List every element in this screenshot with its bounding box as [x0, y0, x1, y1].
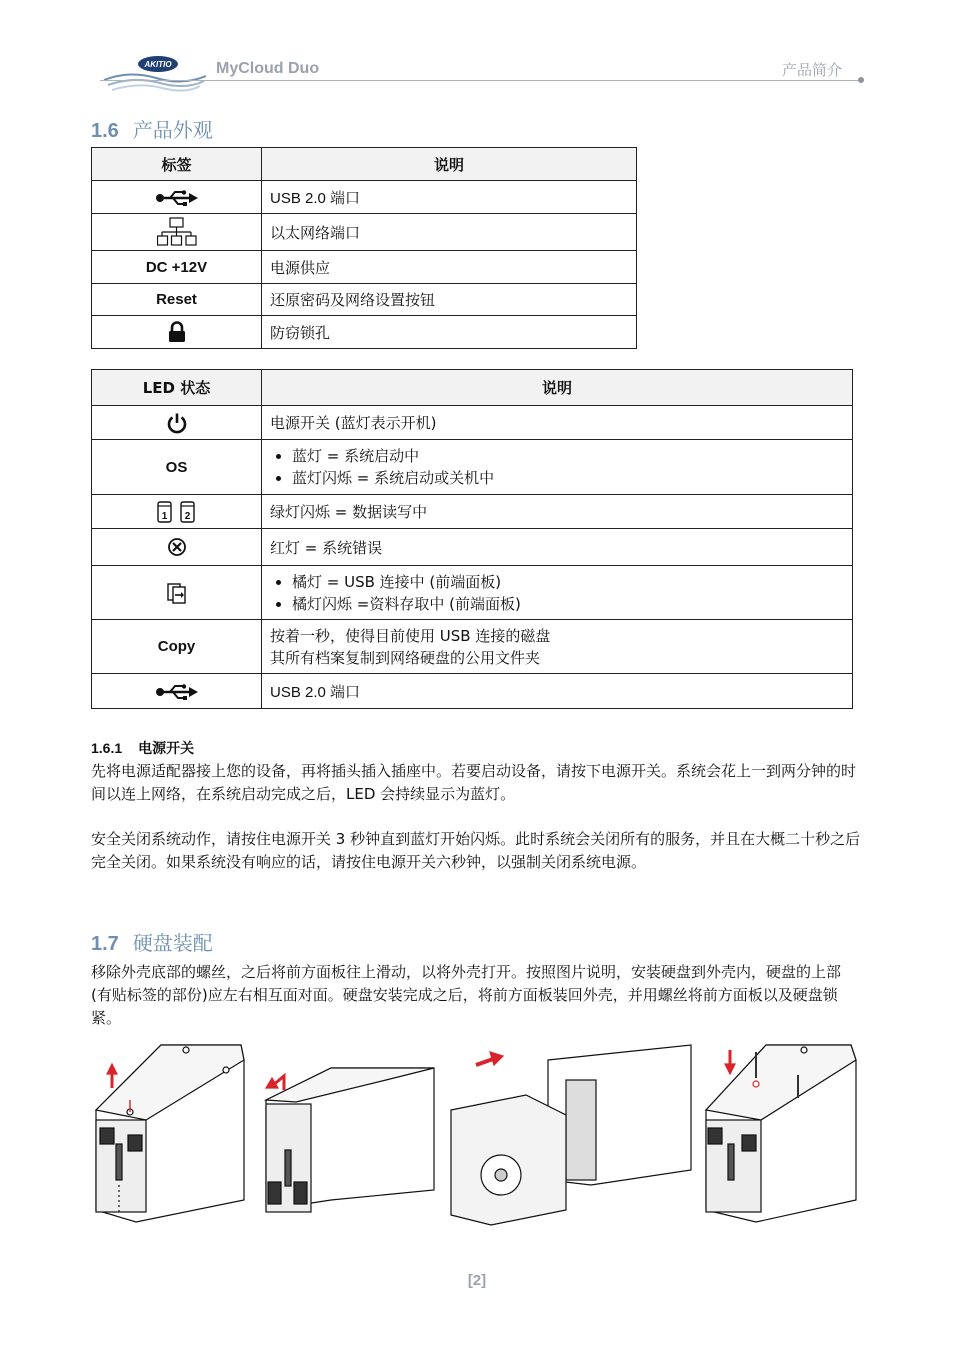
header-section-name: 产品简介 — [781, 61, 842, 79]
page-number: [2] — [467, 1272, 487, 1289]
table-row — [92, 181, 637, 214]
table-row — [92, 440, 853, 495]
table-row — [92, 214, 637, 251]
list-item: • 橘灯闪烁 =资料存取中 (前端面板) — [292, 593, 844, 615]
table-row — [92, 316, 637, 349]
subsection-number: 1.6.1 — [91, 740, 123, 756]
label-cell — [92, 566, 262, 620]
disk-1-label: 1 — [161, 510, 167, 522]
disk-1-2-icon — [156, 500, 198, 524]
disk-insertion-figure — [451, 1045, 691, 1225]
table-row — [92, 251, 637, 284]
header-rule — [100, 80, 860, 81]
bullet-list — [270, 445, 844, 489]
description-cell: 电源开关 (蓝灯表示开机) — [262, 406, 853, 440]
column-header: 标签 — [92, 148, 262, 181]
column-header: LED 状态 — [92, 370, 262, 406]
enclosure-screw-removal-figure — [96, 1045, 244, 1222]
table-row — [92, 284, 637, 316]
led-status-table — [91, 369, 853, 709]
label-cell — [92, 406, 262, 440]
description-cell: 以太网络端口 — [262, 214, 637, 251]
logo-text: AKITIO — [144, 60, 172, 69]
header-product-name: MyCloud Duo — [216, 60, 320, 77]
list-item: • 橘灯 = USB 连接中 (前端面板) — [292, 571, 844, 593]
description-line: 按着一秒，使得目前使用 USB 连接的磁盘 — [270, 626, 551, 645]
ports-table — [91, 147, 637, 349]
description-cell: 红灯 = 系统错误 — [262, 529, 853, 566]
description-cell: 还原密码及网络设置按钮 — [262, 284, 637, 316]
description-cell: 绿灯闪烁 = 数据读写中 — [262, 495, 853, 529]
label-cell: OS — [92, 440, 262, 495]
power-icon — [166, 412, 188, 434]
lock-icon — [168, 321, 186, 343]
network-icon — [157, 217, 197, 247]
header-dot — [858, 77, 864, 83]
section-title: 硬盘装配 — [132, 931, 213, 955]
label-cell: Copy — [92, 620, 262, 674]
description-cell — [262, 566, 853, 620]
table-row — [92, 406, 853, 440]
label-cell — [92, 316, 262, 349]
description-cell: 防窃锁孔 — [262, 316, 637, 349]
usb-copy-icon — [166, 582, 188, 604]
section-number: 1.6 — [91, 120, 119, 142]
label-cell: Reset — [92, 284, 262, 316]
label-cell — [92, 674, 262, 709]
table-row — [92, 620, 853, 674]
front-panel-slide-figure — [266, 1068, 434, 1212]
table-row — [92, 529, 853, 566]
description-cell: 电源供应 — [262, 251, 637, 284]
label-cell — [92, 495, 262, 529]
assembly-paragraph: 移除外壳底部的螺丝，之后将前方面板往上滑动，以将外壳打开。按照图片说明，安装硬盘到外壳内，硬盘的上部(有贴标签的部份)应左右相互面对面。硬盘安装完成之后，将前方面板装回外壳，并用螺丝将前方面板以及硬盘锁紧。 — [91, 963, 842, 1027]
section-title: 产品外观 — [132, 118, 213, 142]
usb-icon — [155, 190, 199, 206]
column-header: 说明 — [262, 370, 853, 406]
section-number: 1.7 — [91, 933, 119, 955]
list-item: • 蓝灯 = 系统启动中 — [292, 445, 844, 467]
power-paragraph-1: 先将电源适配器接上您的设备，再将插头插入插座中。若要启动设备，请按下电源开关。系统会花上一到两分钟的时间以连上网络，在系统启动完成之后，LED 会持续显示为蓝灯。 — [91, 762, 857, 803]
column-header: 说明 — [262, 148, 637, 181]
description-cell — [262, 440, 853, 495]
description-line: 其所有档案复制到网络硬盘的公用文件夹 — [270, 648, 541, 667]
list-item: • 蓝灯闪烁 = 系统启动或关机中 — [292, 467, 844, 489]
label-cell — [92, 529, 262, 566]
table-row — [92, 495, 853, 529]
label-cell: DC +12V — [92, 251, 262, 284]
bullet-list — [270, 571, 844, 615]
enclosure-reassembly-figure — [706, 1045, 856, 1222]
description-cell: USB 2.0 端口 — [262, 181, 637, 214]
table-header-row — [92, 148, 637, 181]
disk-2-label: 2 — [184, 510, 190, 522]
akitio-logo — [100, 52, 210, 92]
label-cell — [92, 181, 262, 214]
page-header — [100, 52, 864, 92]
assembly-illustrations — [86, 1040, 866, 1230]
usb-icon — [155, 684, 199, 700]
error-x-icon — [167, 537, 187, 557]
description-cell: USB 2.0 端口 — [262, 674, 853, 709]
label-cell — [92, 214, 262, 251]
section-heading-1-7 — [91, 927, 213, 956]
power-paragraph-2: 安全关闭系统动作，请按住电源开关 3 秒钟直到蓝灯开始闪烁。此时系统会关闭所有的服务，并且在大概二十秒之后完全关闭。如果系统没有响应的话，请按住电源开关六秒钟，以强制关闭系统电源。 — [91, 830, 861, 871]
table-row — [92, 566, 853, 620]
subsection-title: 电源开关 — [138, 741, 195, 757]
table-header-row — [92, 370, 853, 406]
subsection-heading-1-6-1 — [91, 738, 194, 758]
description-cell — [262, 620, 853, 674]
section-heading-1-6 — [91, 114, 213, 143]
table-row — [92, 674, 853, 709]
